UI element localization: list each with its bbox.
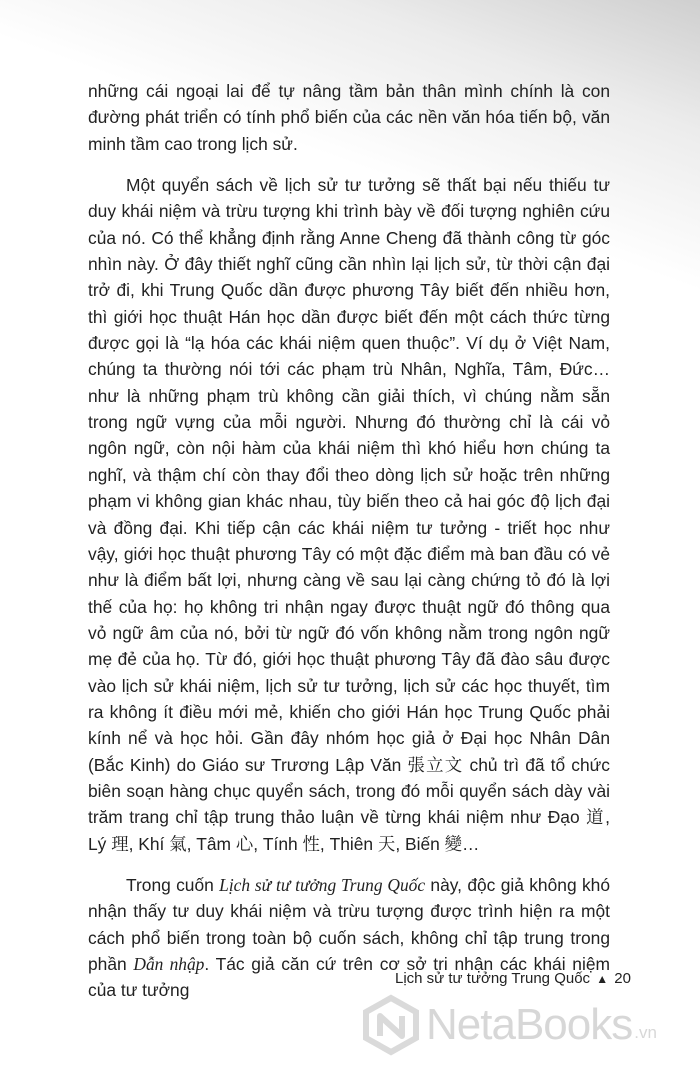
running-footer: [395, 970, 631, 987]
book-title-italic: Lịch sử tư tưởng Trung Quốc: [219, 874, 426, 895]
watermark-brand: NetaBooks: [426, 1000, 633, 1049]
watermark-suffix: .vn: [634, 1023, 657, 1042]
paragraph-1: những cái ngoại lai để tự nâng tầm bản thân mình chính là con đường phát triển có tính phổ biến của các nền văn hóa tiến bộ, văn minh tầm cao trong lịch sử.: [88, 81, 610, 154]
paragraph-3-part-a: Trong cuốn: [126, 874, 220, 895]
paragraph-2: Một quyển sách về lịch sử tư tưởng sẽ thất bại nếu thiếu tư duy khái niệm và trừu tượng khi trình bày về đối tượng nghiên cứu của nó. Có thể khẳng định rằng Anne Cheng đã thành công từ góc nhìn này. Ở đây thiết nghĩ cũng cần nhìn lại lịch sử, từ thời cận đại trở đi, khi Trung Quốc dần được phương Tây biết đến nhiều hơn, thì giới học thuật Hán học dần được biết đến một cách thức từng được gọi là “lạ hóa các khái niệm quen thuộc”. Ví dụ ở Việt Nam, chúng ta thường nói tới các phạm trù Nhân, Nghĩa, Tâm, Đức… như là những phạm trù không cần giải thích, vì chúng nằm sẵn trong ngữ vựng của mỗi người. Nhưng đó thường chỉ là cái vỏ ngôn ngữ, còn nội hàm của khái niệm thì khó hiểu hơn chúng ta nghĩ, và thậm chí còn thay đổi theo dòng lịch sử hoặc trên những phạm vi không gian khác nhau, tùy biến theo cả hai góc độ lịch đại và đồng đại. Khi tiếp cận các khái niệm tư tưởng - triết học như vậy, giới học thuật phương Tây có một đặc điểm mà ban đầu có vẻ như là điểm bất lợi, nhưng càng về sau lại càng chứng tỏ đó là lợi thế của họ: họ không tri nhận ngay được thuật ngữ đó thông qua vỏ ngữ âm của nó, bởi từ ngữ đó vốn không nằm trong ngôn ngữ mẹ đẻ của họ. Từ đó, giới học thuật phương Tây đã đào sâu được vào lịch sử khái niệm, lịch sử tư tưởng, lịch sử các học thuyết, tìm ra không ít điều mới mẻ, khiến cho giới Hán học Trung Quốc phải kính nể và học hỏi. Gần đây nhóm học giả ở Đại học Nhân Dân (Bắc Kinh) do Giáo sư Trương Lập Văn 張立文 chủ trì đã tổ chức biên soạn hàng chục quyển sách, trong đó mỗi quyển sách dày vài trăm trang chỉ tập trung thảo luận về từng khái niệm như Đạo 道, Lý 理, Khí 氣, Tâm 心, Tính 性, Thiên 天, Biến 變…: [88, 175, 610, 854]
paragraph-3-part-c: này, độc giả không khó nhận thấy tư duy khái niệm và trừu tượng được trình hiện ra một cách phổ biến trong toàn bộ cuốn sách, không chỉ tập trung trong phần: [88, 874, 610, 974]
section-title-italic: Dẫn nhập: [133, 954, 205, 974]
page-number: 20: [614, 970, 631, 987]
paragraph-3-part-e: . Tác giả căn cứ trên cơ sở tri nhận các khái niệm của tư tưởng: [88, 954, 610, 1001]
triangle-marker-icon: ▲: [596, 972, 609, 986]
netabooks-logo-icon: [360, 994, 422, 1056]
body-text: [88, 78, 610, 1004]
footer-book-title: Lịch sử tư tưởng Trung Quốc: [395, 970, 591, 987]
watermark: [360, 995, 690, 1055]
